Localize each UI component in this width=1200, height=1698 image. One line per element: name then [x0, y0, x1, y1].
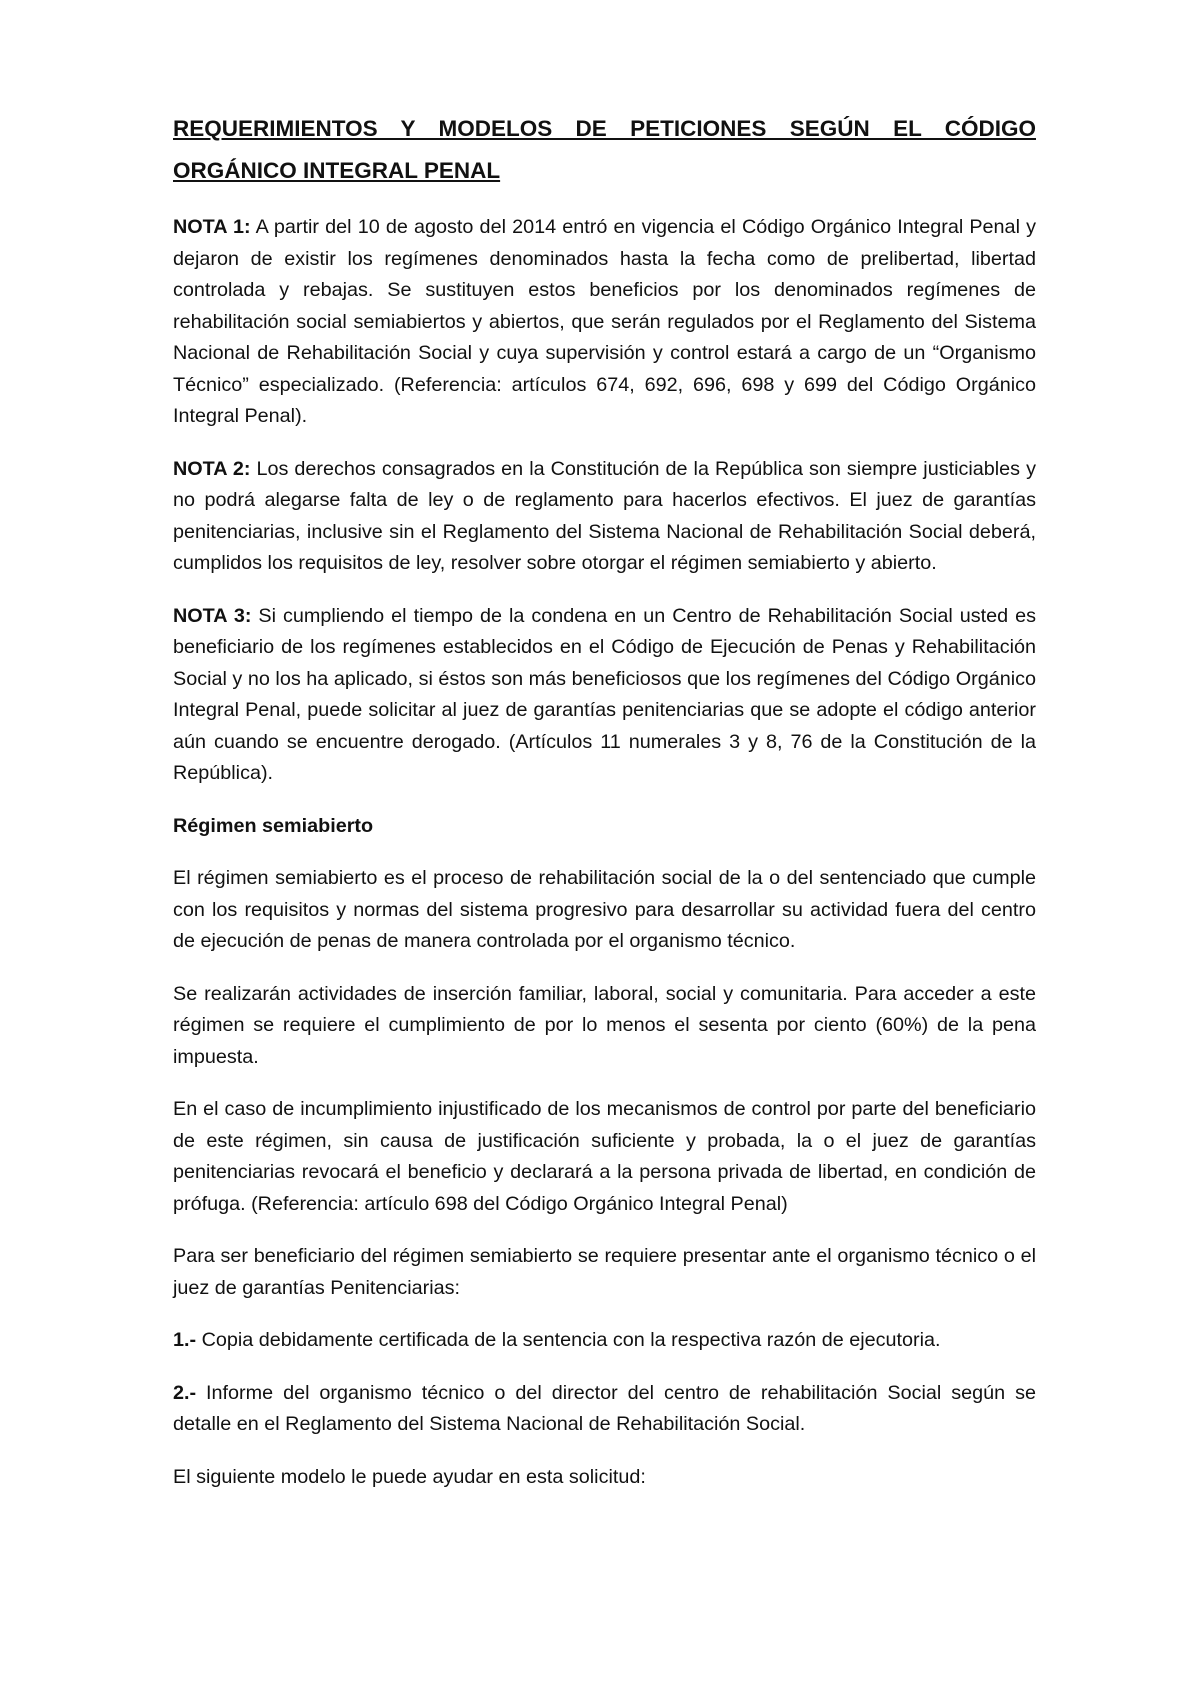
nota-1-text: A partir del 10 de agosto del 2014 entró en vigencia el Código Orgánico Integral Penal y dejaron de existir los regímenes denominados hasta la fecha como de prelibertad, libertad controlada y rebajas. Se sustituyen estos beneficios por los denominados regímenes de rehabilitación social semiabiertos y abiertos, que serán regulados por el Reglamento del Sistema Nacional de Rehabilitación Social y cuya supervisión y control estará a cargo de un “Organismo Técnico” especializado. (Referencia: artículos 674, 692, 696, 698 y 699 del Código Orgánico Integral Penal).: [173, 216, 1037, 427]
nota-2-text: Los derechos consagrados en la Constitución de la República son siempre justiciables y no podrá alegarse falta de ley o de reglamento para hacerlos efectivos. El juez de garantías penitenciarias, inclusive sin el Reglamento del Sistema Nacional de Rehabilitación Social deberá, cumplidos los requisitos de ley, resolver sobre otorgar el régimen semiabierto y abierto.: [173, 457, 1036, 574]
requirement-item-2: [173, 1378, 1036, 1441]
closing-line: El siguiente modelo le puede ayudar en esta solicitud:: [173, 1465, 646, 1488]
requirement-item-1: [173, 1325, 1036, 1357]
semiabierto-activities-paragraph: Se realizarán actividades de inserción familiar, laboral, social y comunitaria. Para acceder a este régimen se requiere el cumplimiento de por lo menos el sesenta por ciento (60%) de la pena impuesta.: [173, 982, 1036, 1068]
nota-3-paragraph: [173, 601, 1036, 790]
nota-2-label: NOTA 2:: [173, 457, 251, 480]
nota-1-label: NOTA 1:: [173, 216, 251, 238]
requirement-item-1-text: Copia debidamente certificada de la sentencia con la respectiva razón de ejecutoria.: [196, 1329, 941, 1351]
semiabierto-revocation-paragraph: En el caso de incumplimiento injustificado de los mecanismos de control por parte del beneficiario de este régimen, sin causa de justificación suficiente y probada, la o el juez de garantías penitenciarias revocará el beneficio y declarará a la persona privada de libertad, en condición de prófuga. (Referencia: artículo 698 del Código Orgánico Integral Penal): [173, 1098, 1036, 1215]
nota-2-paragraph: [173, 454, 1036, 580]
document-title: [173, 108, 1036, 192]
section-heading: Régimen semiabierto: [173, 814, 374, 837]
requirement-item-1-label: 1.-: [173, 1329, 197, 1351]
nota-3-text: Si cumpliendo el tiempo de la condena en un Centro de Rehabilitación Social usted es beneficiario de los regímenes establecidos en el Código de Ejecución de Penas y Rehabilitación Social y no los ha aplicado, si éstos son más beneficiosos que los regímenes del Código Orgánico Integral Penal, puede solicitar al juez de garantías penitenciarias que se adopte el código anterior aún cuando se encuentre derogado. (Artículos 11 numerales 3 y 8, 76 de la Constitución de la República).: [173, 604, 1037, 784]
requirement-item-2-label: 2.-: [173, 1381, 197, 1404]
requirement-item-2-text: Informe del organismo técnico o del director del centro de rehabilitación Social según se detalle en el Reglamento del Sistema Nacional de Rehabilitación Social.: [173, 1381, 1036, 1435]
nota-1-paragraph: [173, 212, 1036, 433]
semiabierto-requirements-paragraph: Para ser beneficiario del régimen semiabierto se requiere presentar ante el organismo técnico o el juez de garantías Penitenciarias:: [173, 1245, 1036, 1299]
nota-3-label: NOTA 3:: [173, 604, 252, 627]
title-line-1: REQUERIMIENTOS Y MODELOS DE PETICIONES SEGÚN EL CÓDIGO: [173, 116, 1036, 141]
title-line-2: ORGÁNICO INTEGRAL PENAL: [173, 158, 501, 183]
semiabierto-definition-paragraph: El régimen semiabierto es el proceso de rehabilitación social de la o del sentenciado que cumple con los requisitos y normas del sistema progresivo para desarrollar su actividad fuera del centro de ejecución de penas de manera controlada por el organismo técnico.: [173, 867, 1036, 952]
document-page: [173, 108, 1036, 1514]
